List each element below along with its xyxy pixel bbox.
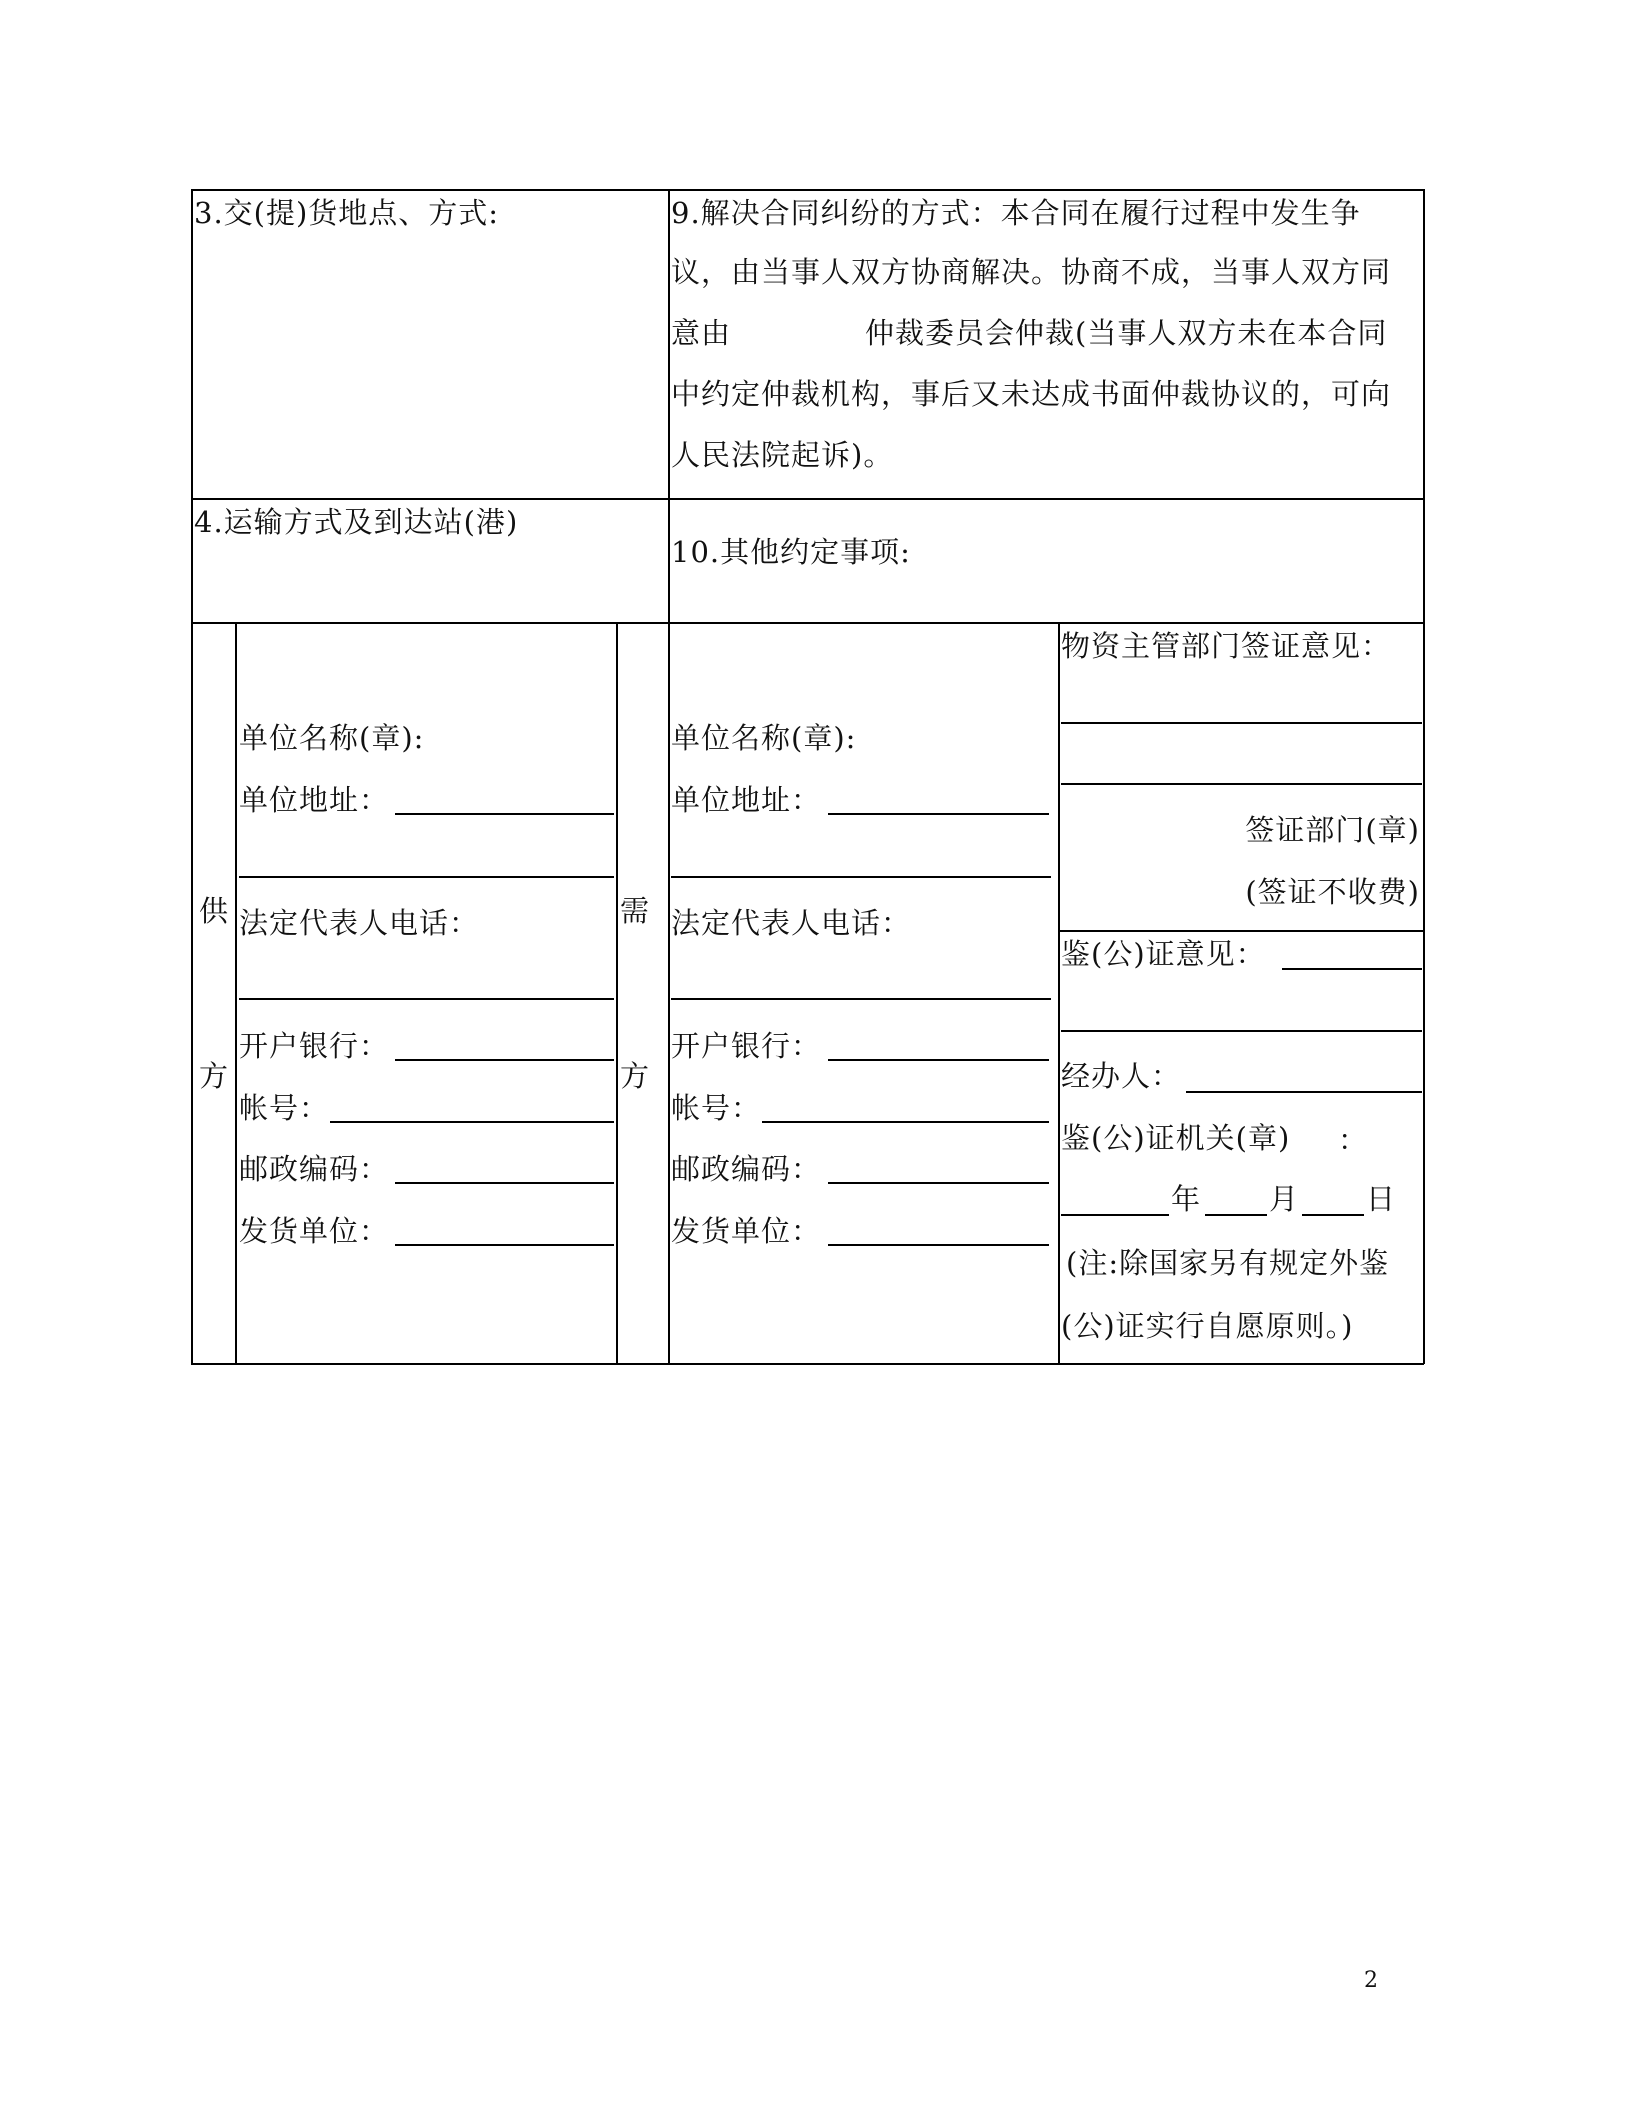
dispute-line-5: 人民法院起诉)。: [671, 438, 894, 472]
buyer-shipper-label: 发货单位：: [671, 1214, 822, 1248]
buyer-account-field[interactable]: [762, 1121, 1049, 1123]
table-border-left: [191, 189, 193, 1364]
supplier-address-field[interactable]: [395, 813, 614, 815]
buyer-address-label: 单位地址：: [671, 783, 822, 817]
endorsement-title: 物资主管部门签证意见：: [1061, 629, 1392, 663]
supplier-shipper-field[interactable]: [395, 1244, 614, 1246]
supplier-side-divider: [235, 622, 237, 1364]
notary-day-field[interactable]: [1302, 1214, 1364, 1216]
dispute-line-2: 议，由当事人双方协商解决。协商不成，当事人双方同: [671, 255, 1392, 289]
notary-authority-label: 鉴(公)证机关(章): [1061, 1121, 1291, 1155]
buyer-side-label-bottom: 方: [620, 1059, 651, 1093]
buyer-side-label-top: 需: [620, 894, 651, 928]
buyer-rep-label: 法定代表人电话：: [671, 906, 912, 940]
delivery-place-label: 3.交(提)货地点、方式:: [194, 196, 500, 230]
endorsement-fee-note: (签证不收费): [1245, 875, 1420, 909]
other-terms-label: 10.其他约定事项:: [671, 535, 911, 569]
endorsement-dept-label: 签证部门(章): [1245, 813, 1420, 847]
table-border-top: [191, 189, 1424, 191]
table-divider-row1: [191, 498, 1424, 500]
supplier-bank-label: 开户银行：: [239, 1029, 390, 1063]
table-border-right: [1423, 189, 1425, 1364]
notary-column-divider: [1058, 622, 1060, 1364]
supplier-address-label: 单位地址：: [239, 783, 390, 817]
notary-handler-field[interactable]: [1186, 1091, 1422, 1093]
supplier-rep-field[interactable]: [239, 998, 614, 1000]
notary-month-field[interactable]: [1205, 1214, 1267, 1216]
dispute-line-1: 9.解决合同纠纷的方式：本合同在履行过程中发生争: [671, 196, 1361, 230]
notary-day-label: 日: [1366, 1182, 1397, 1216]
notary-year-label: 年: [1171, 1182, 1202, 1216]
buyer-postal-field[interactable]: [828, 1182, 1049, 1184]
notary-note-line-2: (公)证实行自愿原则。): [1061, 1309, 1354, 1343]
supplier-rep-label: 法定代表人电话：: [239, 906, 480, 940]
notary-handler-label: 经办人：: [1061, 1059, 1182, 1093]
buyer-address-field-2[interactable]: [671, 876, 1051, 878]
supplier-shipper-label: 发货单位：: [239, 1214, 390, 1248]
notary-authority-colon: ：: [1338, 1123, 1369, 1157]
endorsement-field-2[interactable]: [1061, 783, 1422, 785]
dispute-line-4: 中约定仲裁机构，事后又未达成书面仲裁协议的，可向: [671, 377, 1392, 411]
supplier-side-label-top: 供: [199, 894, 230, 928]
buyer-account-label: 帐号：: [671, 1091, 762, 1125]
page-number: 2: [1364, 1968, 1378, 1993]
buyer-bank-field[interactable]: [828, 1059, 1049, 1061]
notary-opinion-field-2[interactable]: [1061, 1030, 1422, 1032]
dispute-line-3b: 仲裁委员会仲裁(当事人双方未在本合同: [865, 316, 1388, 350]
notary-month-label: 月: [1269, 1182, 1300, 1216]
supplier-postal-label: 邮政编码：: [239, 1152, 390, 1186]
supplier-side-label-bottom: 方: [199, 1059, 230, 1093]
table-divider-middle: [668, 189, 670, 1364]
supplier-bank-field[interactable]: [395, 1059, 614, 1061]
table-border-bottom: [191, 1363, 1424, 1365]
supplier-account-field[interactable]: [330, 1121, 614, 1123]
buyer-shipper-field[interactable]: [828, 1244, 1049, 1246]
dispute-line-3a: 意由: [671, 316, 732, 350]
supplier-name-label: 单位名称(章):: [239, 721, 425, 755]
buyer-postal-label: 邮政编码：: [671, 1152, 822, 1186]
notary-year-field[interactable]: [1061, 1214, 1169, 1216]
notary-note-line-1: (注:除国家另有规定外鉴: [1066, 1246, 1390, 1280]
buyer-rep-field[interactable]: [671, 998, 1051, 1000]
supplier-address-field-2[interactable]: [239, 876, 614, 878]
supplier-account-label: 帐号：: [239, 1091, 330, 1125]
buyer-bank-label: 开户银行：: [671, 1029, 822, 1063]
buyer-side-divider-left: [616, 622, 618, 1364]
transport-method-label: 4.运输方式及到达站(港): [194, 505, 519, 539]
endorsement-notary-divider: [1058, 930, 1424, 932]
supplier-postal-field[interactable]: [395, 1182, 614, 1184]
notary-opinion-label: 鉴(公)证意见：: [1061, 937, 1266, 971]
buyer-name-label: 单位名称(章):: [671, 721, 857, 755]
buyer-address-field[interactable]: [828, 813, 1049, 815]
table-divider-row2: [191, 622, 1424, 624]
notary-opinion-field[interactable]: [1282, 968, 1422, 970]
endorsement-field-1[interactable]: [1061, 722, 1422, 724]
